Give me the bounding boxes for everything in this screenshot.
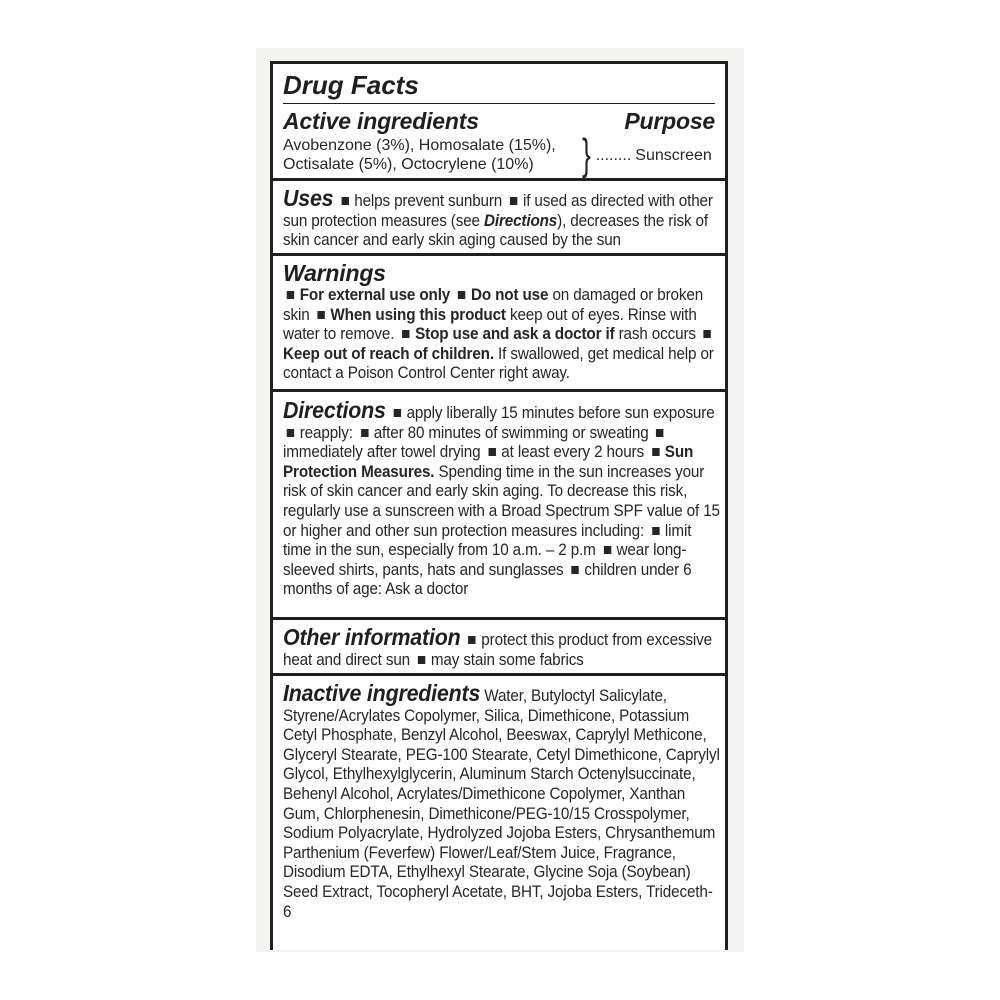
sun-protection-measures-text: Spending time in the sun increases your risk of skin cancer and early skin aging. To decrease this risk, regularly use a sunscreen with a Broad Spectrum SPF value of 15 or higher and other sun protection measures including:	[283, 462, 720, 540]
measure-1: limit time in the sun, especially from 10 a.m. – 2 p.m	[283, 521, 692, 560]
other-item-2: may stain some fabrics	[430, 650, 584, 669]
warning-keep-out-of-reach-text: If swallowed, get medical help or contact a Poison Control Center right away.	[283, 344, 714, 383]
bullet-icon	[418, 656, 425, 664]
direction-3: after 80 minutes of swimming or sweating	[373, 423, 649, 442]
active-ingredients-body	[283, 130, 715, 179]
sun-protection-measures-heading: Sun Protection Measures.	[283, 443, 694, 481]
measure-3: children under 6 months of age: Ask a doctor	[283, 560, 692, 599]
bullet-icon	[394, 409, 401, 417]
uses-section	[273, 181, 725, 256]
active-ingredients-line-1: Avobenzone (3%), Homosalate (15%),	[283, 137, 556, 154]
other-information-heading: Other information	[283, 624, 461, 650]
directions-heading: Directions	[283, 397, 386, 423]
drug-facts-header-section	[273, 64, 725, 181]
bullet-icon	[317, 311, 324, 319]
uses-item-1: helps prevent sunburn	[354, 192, 503, 210]
bullet-icon	[510, 197, 517, 205]
purpose-leader-dots: ........	[595, 146, 632, 164]
drug-facts-panel	[270, 61, 728, 950]
active-ingredients-list	[283, 136, 577, 174]
bullet-icon	[402, 330, 409, 338]
bullet-icon	[704, 330, 711, 338]
other-information-body	[283, 624, 720, 670]
inactive-ingredients-list: Water, Butyloctyl Salicylate, Styrene/Acrylates Copolymer, Silica, Dimethicone, Potassium Cetyl Phosphate, Benzyl Alcohol, Beeswax, Caprylyl Methicone, Glyceryl Stearate, PEG-100 Stearate, Cetyl Dimethicone, Caprylyl Glycol, Ethylhexylglycerin, Aluminum Starch Octenylsuccinate, Behenyl Alcohol, Acrylates/Dimethicone Copolymer, Xanthan Gum, Chlorphenesin, Dimethicone/PEG-10/15 Crosspolymer, Sodium Polyacrylate, Hydrolyzed Jojoba Esters, Chrysanthemum Parthenium (Feverfew) Flower/Leaf/Stem Juice, Fragrance, Disodium EDTA, Ethylhexyl Stearate, Glycine Soja (Soybean) Seed Extract, Tocopheryl Acetate, BHT, Jojoba Esters, Trideceth-6	[283, 687, 720, 921]
measure-2: wear long-sleeved shirts, pants, hats and sunglasses	[283, 541, 687, 579]
purpose-value: Sunscreen	[635, 146, 712, 164]
active-ingredients-header-row	[283, 108, 715, 134]
drug-facts-title: Drug Facts	[283, 70, 715, 104]
direction-5: at least every 2 hours	[501, 443, 644, 462]
warning-keep-out-of-reach: Keep out of reach of children.	[283, 344, 494, 363]
direction-2: reapply:	[299, 423, 353, 442]
warning-do-not-use-text: on damaged or broken skin	[283, 286, 704, 324]
bullet-icon	[656, 429, 663, 437]
purpose-heading: Purpose	[624, 108, 715, 134]
warning-external-use: For external use only	[299, 286, 451, 304]
inactive-ingredients-body	[283, 680, 720, 922]
bullet-icon	[468, 636, 475, 644]
bullet-icon	[488, 448, 495, 456]
bullet-icon	[287, 291, 294, 299]
uses-body	[283, 185, 720, 251]
inactive-ingredients-section	[273, 676, 725, 950]
bullet-icon	[341, 197, 348, 205]
active-ingredients-line-2: Octisalate (5%), Octocrylene (10%)	[283, 156, 534, 173]
warnings-section	[273, 256, 725, 392]
uses-item-2-a: if used as directed with other sun protection measures (see	[283, 192, 713, 230]
direction-4: immediately after towel drying	[283, 443, 481, 462]
uses-heading: Uses	[283, 185, 334, 211]
other-item-1: protect this product from excessive heat and direct sun	[283, 631, 712, 669]
warning-when-using: When using this product	[330, 305, 506, 324]
bullet-icon	[604, 546, 611, 554]
uses-directions-ref: Directions	[483, 211, 558, 230]
warnings-body	[283, 286, 720, 384]
bullet-icon	[652, 448, 659, 456]
bullet-icon	[458, 291, 465, 299]
warning-when-using-text: keep out of eyes. Rinse with water to remove.	[283, 305, 697, 344]
directions-body	[283, 397, 720, 600]
other-information-section	[273, 620, 725, 676]
brace-icon: }	[581, 130, 591, 179]
warning-do-not-use: Do not use	[470, 286, 549, 304]
bullet-icon	[287, 429, 294, 437]
active-ingredients-heading: Active ingredients	[283, 108, 479, 134]
inactive-ingredients-heading: Inactive ingredients	[283, 680, 481, 706]
bullet-icon	[652, 527, 659, 535]
directions-section	[273, 392, 725, 620]
warning-stop-use-text: rash occurs	[618, 325, 696, 344]
direction-1: apply liberally 15 minutes before sun exposure	[406, 404, 715, 422]
warnings-heading: Warnings	[283, 260, 386, 286]
uses-item-2-b: ), decreases the risk of skin cancer and early skin aging caused by the sun	[283, 211, 708, 250]
warning-stop-use: Stop use and ask a doctor if	[415, 325, 615, 344]
bullet-icon	[571, 566, 578, 574]
bullet-icon	[361, 429, 368, 437]
